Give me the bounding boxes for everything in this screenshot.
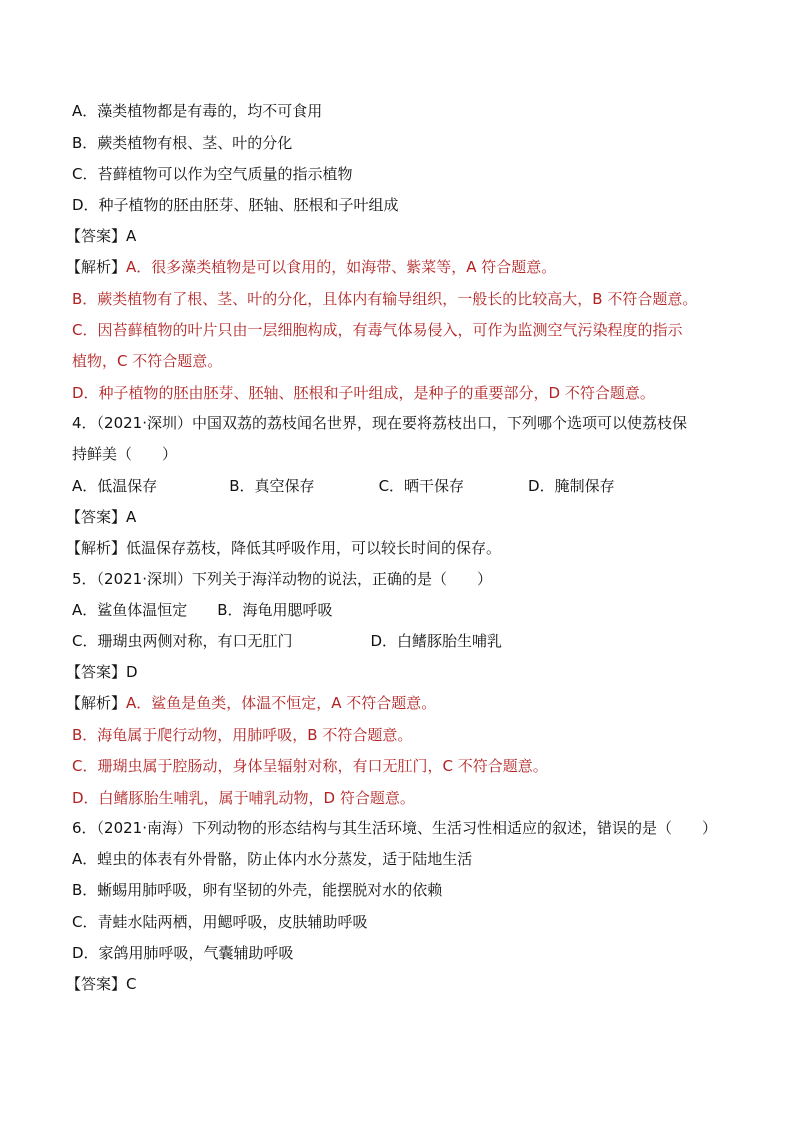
q3-analysis-line-2: B．蕨类植物有了根、茎、叶的分化，且体内有输导组织，一般长的比较高大，B 不符合题意。 xyxy=(72,290,698,308)
answer-value: C xyxy=(126,975,137,993)
q3-option-c: C．苔藓植物可以作为空气质量的指示植物 xyxy=(72,165,353,183)
analysis-text: 低温保存荔枝，降低其呼吸作用，可以较长时间的保存。 xyxy=(126,539,502,557)
answer-value: A xyxy=(126,227,137,245)
q5-option-b: B．海龟用腮呼吸 xyxy=(217,601,333,619)
q3-option-b: B．蕨类植物有根、茎、叶的分化 xyxy=(72,134,293,152)
q5-options-row-2 xyxy=(72,631,502,651)
q6-option-b: B．蜥蜴用肺呼吸，卵有坚韧的外壳，能摆脱对水的依赖 xyxy=(72,881,443,899)
q3-analysis-line-5: D．种子植物的胚由胚芽、胚轴、胚根和子叶组成，是种子的重要部分，D 不符合题意。 xyxy=(72,384,655,402)
q5-option-a: A．鲨鱼体温恒定 xyxy=(72,601,188,619)
q6-stem: 6．（2021·南海）下列动物的形态结构与其生活环境、生活习性相适应的叙述，错误的是（ ） xyxy=(72,819,717,837)
q6-answer xyxy=(66,974,137,994)
answer-value: A xyxy=(126,508,137,526)
q3-answer xyxy=(66,226,136,246)
q5-option-d: D．白鳍豚胎生哺乳 xyxy=(370,632,503,650)
q4-answer xyxy=(66,507,136,527)
answer-value: D xyxy=(126,663,138,681)
q3-analysis-line-4: 植物，C 不符合题意。 xyxy=(72,352,223,370)
analysis-text: A．鲨鱼是鱼类，体温不恒定，A 不符合题意。 xyxy=(126,694,437,712)
q4-option-b: B．真空保存 xyxy=(229,477,315,495)
q3-option-d: D．种子植物的胚由胚芽、胚轴、胚根和子叶组成 xyxy=(72,196,399,214)
q5-options-row-1 xyxy=(72,600,333,620)
q5-analysis-line-1 xyxy=(66,693,436,713)
q6-option-d: D．家鸽用肺呼吸，气囊辅助呼吸 xyxy=(72,944,294,962)
q4-option-d: D．腌制保存 xyxy=(528,477,615,495)
answer-tag: 【答案】 xyxy=(66,227,127,245)
answer-tag: 【答案】 xyxy=(66,663,127,681)
analysis-tag: 【解析】 xyxy=(66,694,127,712)
q3-analysis-line-3: C．因苔藓植物的叶片只由一层细胞构成，有毒气体易侵入，可作为监测空气污染程度的指示 xyxy=(72,321,683,339)
q4-stem-line-2: 持鲜美（ ） xyxy=(72,445,178,463)
q6-option-a: A．蝗虫的体表有外骨骼，防止体内水分蒸发，适于陆地生活 xyxy=(72,850,473,868)
q4-analysis xyxy=(66,538,501,558)
q4-option-a: A．低温保存 xyxy=(72,477,158,495)
analysis-tag: 【解析】 xyxy=(66,539,127,557)
q5-stem: 5．（2021·深圳）下列关于海洋动物的说法，正确的是（ ） xyxy=(72,570,492,588)
q6-option-c: C．青蛙水陆两栖，用鳃呼吸，皮肤辅助呼吸 xyxy=(72,913,368,931)
q5-analysis-line-2: B．海龟属于爬行动物，用肺呼吸，B 不符合题意。 xyxy=(72,726,413,744)
q5-answer xyxy=(66,662,138,682)
answer-tag: 【答案】 xyxy=(66,508,127,526)
q4-stem-line-1: 4．（2021·深圳）中国双荔的荔枝闻名世界，现在要将荔枝出口，下列哪个选项可以使荔枝保 xyxy=(72,414,687,432)
q3-analysis-line-1 xyxy=(66,257,556,277)
q4-option-c: C．晒干保存 xyxy=(378,477,465,495)
q5-option-c: C．珊瑚虫两侧对称，有口无肛门 xyxy=(72,632,293,650)
analysis-text: A．很多藻类植物是可以食用的，如海带、紫菜等，A 符合题意。 xyxy=(126,258,557,276)
answer-tag: 【答案】 xyxy=(66,975,127,993)
q3-option-a: A．藻类植物都是有毒的，均不可食用 xyxy=(72,102,323,120)
q4-options xyxy=(72,476,615,496)
q5-analysis-line-3: C．珊瑚虫属于腔肠动，身体呈辐射对称，有口无肛门，C 不符合题意。 xyxy=(72,757,548,775)
analysis-tag: 【解析】 xyxy=(66,258,127,276)
q5-analysis-line-4: D．白鳍豚胎生哺乳，属于哺乳动物，D 符合题意。 xyxy=(72,789,415,807)
